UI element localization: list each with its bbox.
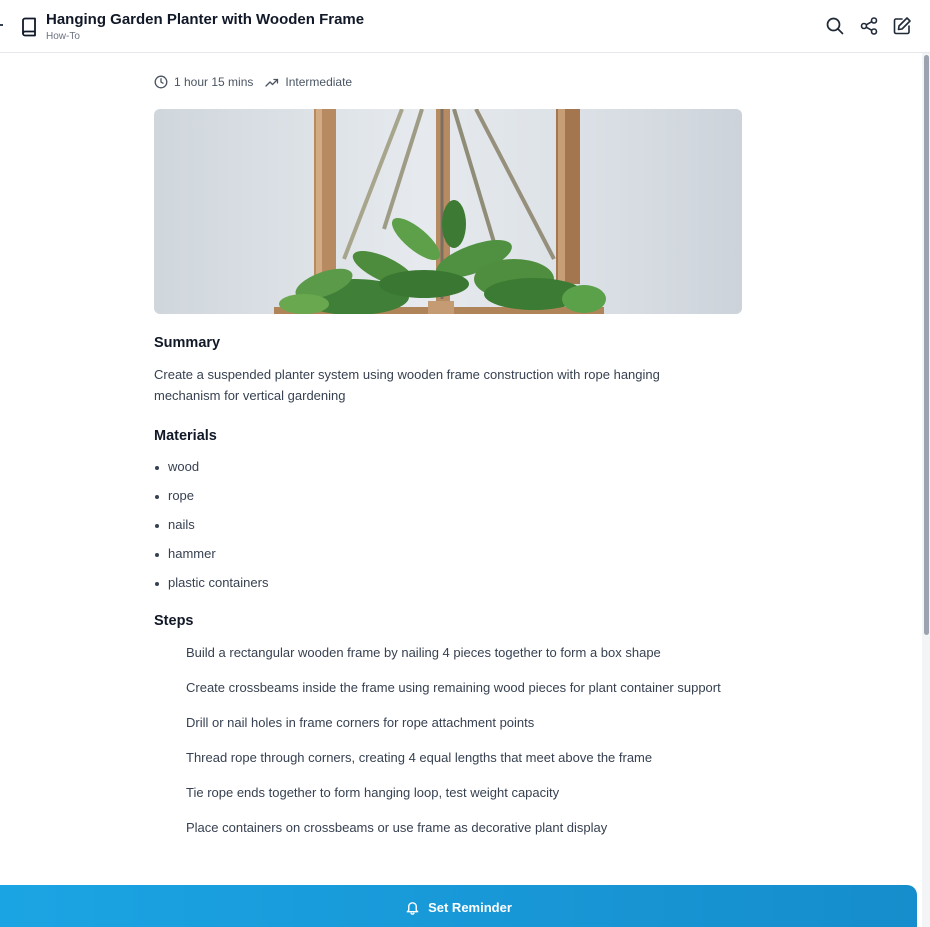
top-bar [0, 0, 930, 53]
steps-list [186, 642, 726, 852]
back-arrow-icon[interactable] [0, 24, 3, 26]
page-title: Hanging Garden Planter with Wooden Frame [46, 11, 365, 28]
set-reminder-button[interactable] [0, 885, 917, 927]
material-item: plastic containers [154, 573, 268, 602]
meta-row [154, 73, 352, 91]
share-button[interactable] [859, 16, 879, 36]
duration [154, 75, 253, 89]
step-item: Tie rope ends together to form hanging loop, test weight capacity [186, 785, 560, 800]
summary-heading: Summary [154, 335, 221, 351]
bell-icon [405, 900, 420, 915]
step-item: Place containers on crossbeams or use frame as decorative plant display [186, 820, 608, 835]
search-button[interactable] [825, 16, 845, 36]
material-item: wood [154, 457, 268, 486]
book-icon [21, 17, 37, 37]
materials-list [154, 457, 268, 602]
step-item: Create crossbeams inside the frame using remaining wood pieces for plant container support [186, 680, 721, 695]
material-item: rope [154, 486, 268, 515]
scrollbar[interactable] [922, 53, 930, 927]
search-icon [825, 16, 845, 36]
hero-image [154, 109, 742, 314]
set-reminder-label: Set Reminder [428, 899, 512, 915]
step-item: Build a rectangular wooden frame by nailing 4 pieces together to form a box shape [186, 645, 661, 660]
scroll-thumb[interactable] [924, 55, 929, 635]
duration-label: 1 hour 15 mins [174, 75, 254, 89]
trending-up-icon [265, 75, 279, 89]
summary-text: Create a suspended planter system using wooden frame construction with rope hanging mechanism for vertical gardening [154, 367, 660, 403]
edit-button[interactable] [892, 16, 912, 36]
step-item: Drill or nail holes in frame corners for rope attachment points [186, 715, 535, 730]
share-icon [859, 16, 879, 36]
materials-heading: Materials [154, 428, 217, 444]
steps-heading: Steps [154, 613, 194, 629]
difficulty [265, 75, 352, 89]
step-item: Thread rope through corners, creating 4 equal lengths that meet above the frame [186, 750, 653, 765]
material-item: hammer [154, 544, 268, 573]
clock-icon [154, 75, 168, 89]
material-item: nails [154, 515, 268, 544]
difficulty-label: Intermediate [285, 75, 353, 89]
page-category: How-To [46, 31, 80, 42]
edit-icon [892, 16, 912, 36]
